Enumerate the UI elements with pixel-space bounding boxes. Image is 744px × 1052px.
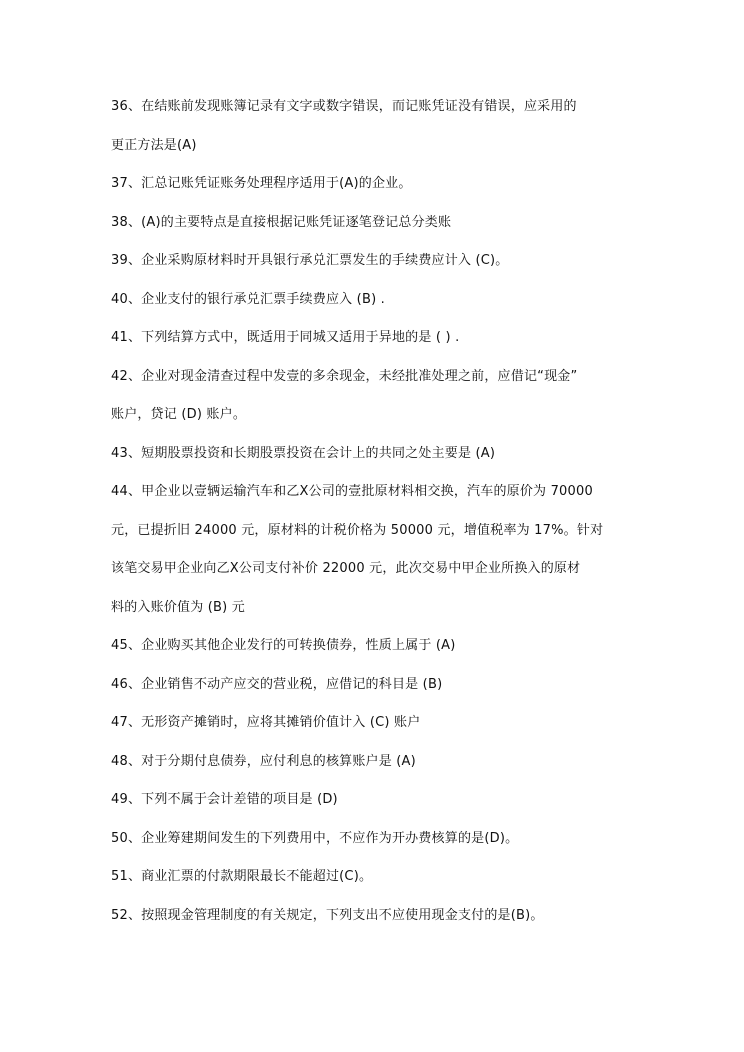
text-line: 36、在结账前发现账簿记录有文字或数字错误，而记账凭证没有错误，应采用的 (111, 99, 577, 114)
text-line: 37、汇总记账凭证账务处理程序适用于(A)的企业。 (111, 176, 412, 191)
text-line: 40、企业支付的银行承兑汇票手续费应入 (B) . (111, 291, 386, 307)
text-line: 38、(A)的主要特点是直接根据记账凭证逐笔登记总分类账 (111, 214, 452, 230)
text-line: 元，已提折旧 24000 元，原材料的计税价格为 50000 元，增值税率为 17%。针对 (111, 522, 604, 538)
text-line: 39、企业采购原材料时开具银行承兑汇票发生的手续费应计入 (C)。 (111, 253, 509, 268)
text-line: 账户，贷记 (D) 账户。 (111, 407, 247, 422)
text-line: 42、企业对现金清查过程中发壹的多余现金，未经批准处理之前，应借记“现金” (111, 368, 578, 384)
text-line: 44、甲企业以壹辆运输汽车和乙X公司的壹批原材料相交换，汽车的原价为 70000 (111, 484, 593, 499)
text-line: 52、按照现金管理制度的有关规定，下列支出不应使用现金支付的是(B)。 (111, 907, 544, 923)
text-line: 46、企业销售不动产应交的营业税，应借记的科目是 (B) (111, 676, 443, 692)
text-line: 47、无形资产摊销时，应将其摊销价值计入 (C) 账户 (111, 715, 421, 730)
text-line: 该笔交易甲企业向乙X公司支付补价 22000 元，此次交易中甲企业所换入的原材 (111, 561, 581, 576)
text-line: 更正方法是(A) (111, 137, 197, 153)
text-line: 50、企业筹建期间发生的下列费用中，不应作为开办费核算的是(D)。 (111, 830, 519, 846)
text-line: 43、短期股票投资和长期股票投资在会计上的共同之处主要是 (A) (111, 445, 496, 461)
text-line: 41、下列结算方式中，既适用于同城又适用于异地的是 ( ) . (111, 330, 460, 345)
text-line: 45、企业购买其他企业发行的可转换债券，性质上属于 (A) (111, 638, 456, 653)
text-line: 料的入账价值为 (B) 元 (111, 599, 245, 615)
text-line: 49、下列不属于会计差错的项目是 (D) (111, 792, 338, 807)
text-line: 51、商业汇票的付款期限最长不能超过(C)。 (111, 869, 373, 884)
text-line: 48、对于分期付息债券，应付利息的核算账户是 (A) (111, 753, 416, 769)
question-list (111, 96, 641, 943)
